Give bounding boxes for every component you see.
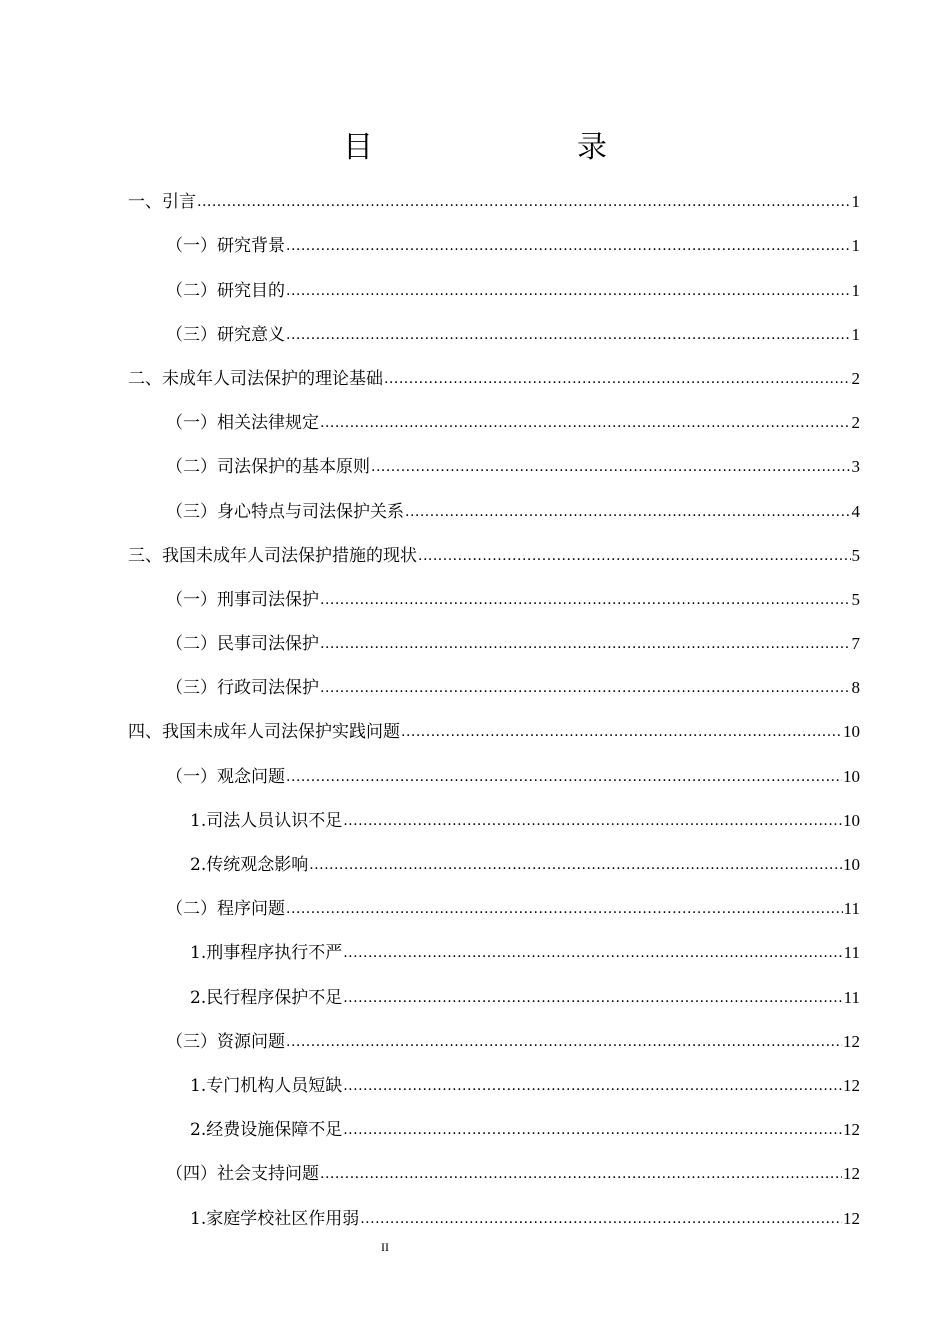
toc-leader-dots — [320, 592, 851, 608]
toc-entry-page: 12 — [843, 1208, 860, 1228]
toc-entry[interactable] — [128, 883, 860, 927]
toc-entry-page: 12 — [843, 1075, 860, 1095]
toc-entry-page: 11 — [843, 987, 860, 1007]
toc-leader-dots — [286, 901, 843, 917]
toc-leader-dots — [286, 283, 851, 299]
toc-entry-page: 12 — [843, 1031, 860, 1051]
table-of-contents — [128, 176, 860, 1237]
toc-leader-dots — [309, 857, 842, 873]
toc-leader-dots — [320, 1166, 842, 1182]
toc-title: 目 录 — [343, 130, 655, 165]
toc-leader-dots — [343, 1122, 842, 1138]
toc-entry-page: 5 — [851, 545, 860, 565]
toc-entry-page: 10 — [843, 722, 860, 742]
toc-entry-label: 1.专门机构人员短缺 — [190, 1075, 343, 1096]
toc-entry-label: 三、我国未成年人司法保护措施的现状 — [128, 545, 417, 566]
toc-entry[interactable] — [128, 1104, 860, 1148]
toc-entry[interactable] — [128, 441, 860, 485]
toc-entry-page: 5 — [851, 589, 860, 609]
toc-entry-page: 10 — [843, 855, 860, 874]
toc-entry-page: 12 — [843, 1164, 860, 1184]
toc-entry[interactable] — [128, 839, 860, 883]
toc-entry-label: （一）相关法律规定 — [166, 413, 319, 434]
toc-leader-dots — [286, 238, 851, 254]
toc-entry-page: 7 — [851, 634, 860, 654]
toc-entry-label: 二、未成年人司法保护的理论基础 — [128, 368, 383, 389]
toc-entry[interactable] — [128, 220, 860, 264]
toc-entry[interactable] — [128, 1016, 860, 1060]
toc-leader-dots — [320, 636, 851, 652]
toc-leader-dots — [360, 1211, 842, 1227]
toc-entry-page: 2 — [851, 413, 860, 433]
toc-entry-label: 1.司法人员认识不足 — [190, 810, 343, 831]
toc-entry-page: 4 — [851, 501, 860, 521]
toc-entry-label: 一、引言 — [128, 192, 196, 213]
toc-entry-label: （三）行政司法保护 — [166, 678, 319, 699]
toc-entry-label: 1.刑事程序执行不严 — [190, 943, 343, 964]
toc-entry-page: 11 — [843, 943, 860, 963]
toc-entry[interactable] — [128, 706, 860, 750]
toc-leader-dots — [343, 990, 842, 1006]
page-number: II — [381, 1240, 389, 1254]
toc-leader-dots — [418, 548, 851, 564]
toc-entry[interactable] — [128, 618, 860, 662]
toc-entry-page: 10 — [843, 810, 860, 830]
toc-entry[interactable] — [128, 574, 860, 618]
toc-entry-page: 2 — [851, 368, 860, 388]
toc-entry[interactable] — [128, 971, 860, 1015]
toc-entry[interactable] — [128, 662, 860, 706]
toc-entry-label: （二）程序问题 — [166, 899, 285, 920]
toc-leader-dots — [405, 504, 851, 520]
toc-entry-page: 1 — [851, 192, 860, 212]
toc-entry[interactable] — [128, 353, 860, 397]
toc-entry[interactable] — [128, 1060, 860, 1104]
toc-entry-label: （三）研究意义 — [166, 324, 285, 345]
toc-leader-dots — [320, 680, 851, 696]
toc-entry[interactable] — [128, 176, 860, 220]
toc-leader-dots — [343, 813, 842, 829]
toc-entry-label: （二）司法保护的基本原则 — [166, 457, 370, 478]
toc-entry-page: 1 — [851, 280, 860, 300]
toc-entry-label: （一）刑事司法保护 — [166, 589, 319, 610]
toc-entry[interactable] — [128, 1192, 860, 1236]
toc-leader-dots — [343, 1078, 842, 1094]
toc-entry[interactable] — [128, 485, 860, 529]
toc-entry[interactable] — [128, 1148, 860, 1192]
toc-entry-page: 10 — [843, 766, 860, 786]
toc-entry[interactable] — [128, 309, 860, 353]
toc-entry-label: （三）身心特点与司法保护关系 — [166, 501, 404, 522]
toc-entry[interactable] — [128, 927, 860, 971]
toc-entry-page: 12 — [843, 1120, 860, 1140]
toc-entry-page: 11 — [843, 899, 860, 919]
toc-entry[interactable] — [128, 530, 860, 574]
toc-leader-dots — [286, 769, 842, 785]
toc-entry[interactable] — [128, 795, 860, 839]
toc-entry-label: 2.民行程序保护不足 — [190, 987, 343, 1008]
toc-entry-label: 四、我国未成年人司法保护实践问题 — [128, 722, 400, 743]
toc-leader-dots — [371, 459, 851, 475]
toc-entry-page: 1 — [851, 236, 860, 256]
toc-entry-page: 1 — [851, 324, 860, 344]
toc-leader-dots — [401, 724, 842, 740]
toc-entry-label: 1.家庭学校社区作用弱 — [190, 1208, 360, 1229]
toc-leader-dots — [343, 945, 842, 961]
toc-leader-dots — [286, 327, 851, 343]
toc-entry-label: （一）观念问题 — [166, 766, 285, 787]
toc-entry-label: （一）研究背景 — [166, 236, 285, 257]
toc-entry-label: （四）社会支持问题 — [166, 1164, 319, 1185]
toc-entry-label: （二）研究目的 — [166, 280, 285, 301]
toc-leader-dots — [197, 194, 851, 210]
toc-leader-dots — [286, 1034, 842, 1050]
toc-leader-dots — [320, 415, 851, 431]
toc-entry-page: 8 — [851, 678, 860, 698]
toc-entry-label: 2.传统观念影响 — [190, 855, 309, 875]
toc-entry[interactable] — [128, 750, 860, 794]
toc-entry[interactable] — [128, 264, 860, 308]
toc-leader-dots — [384, 371, 851, 387]
toc-entry-label: 2.经费设施保障不足 — [190, 1120, 343, 1141]
toc-entry-page: 3 — [851, 457, 860, 477]
toc-entry-label: （三）资源问题 — [166, 1031, 285, 1052]
toc-entry-label: （二）民事司法保护 — [166, 634, 319, 655]
toc-entry[interactable] — [128, 397, 860, 441]
